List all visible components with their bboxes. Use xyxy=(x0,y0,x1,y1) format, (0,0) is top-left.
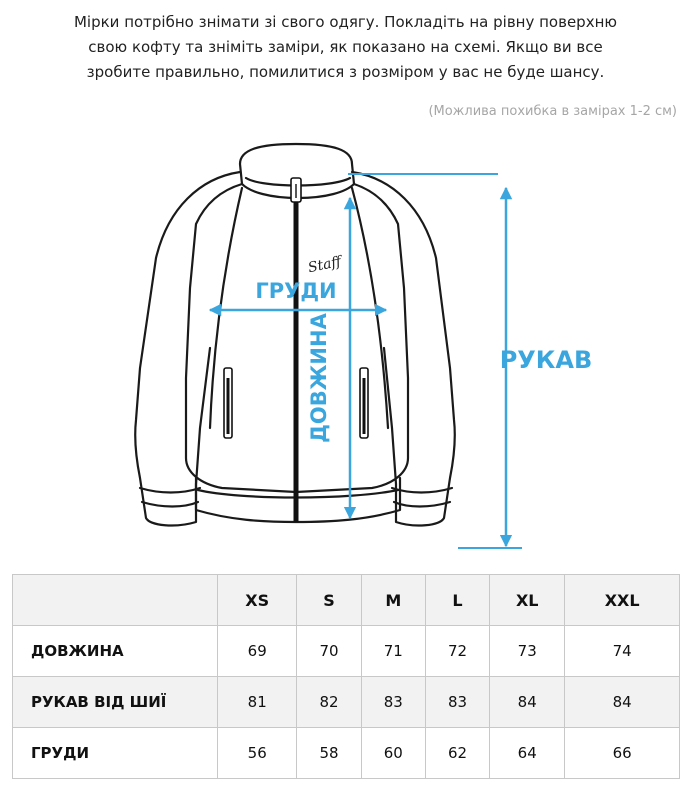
sleeve-label: РУКАВ xyxy=(499,346,593,374)
table-cell: 72 xyxy=(425,626,489,677)
intro-line-1: Мірки потрібно знімати зі свого одягу. Покладіть на рівну поверхню xyxy=(73,13,618,31)
row-label-sleeve: РУКАВ ВІД ШИЇ xyxy=(13,677,218,728)
raglan-seam-right xyxy=(352,188,388,428)
size-xl: XL xyxy=(490,575,565,626)
table-cell: 73 xyxy=(490,626,565,677)
table-cell: 69 xyxy=(218,626,297,677)
table-cell: 64 xyxy=(490,728,565,779)
size-header-row xyxy=(13,575,680,626)
table-cell: 83 xyxy=(425,677,489,728)
size-xs: XS xyxy=(218,575,297,626)
intro-text xyxy=(0,10,691,85)
table-cell: 84 xyxy=(490,677,565,728)
table-row-length xyxy=(13,626,680,677)
size-m: M xyxy=(361,575,425,626)
row-label-length: ДОВЖИНА xyxy=(13,626,218,677)
size-xxl: XXL xyxy=(565,575,680,626)
chest-label: ГРУДИ xyxy=(255,279,337,303)
table-cell: 74 xyxy=(565,626,680,677)
cuff-left xyxy=(140,488,200,507)
size-s: S xyxy=(297,575,361,626)
table-row-sleeve xyxy=(13,677,680,728)
size-table xyxy=(12,574,680,779)
table-row-chest xyxy=(13,728,680,779)
table-cell: 83 xyxy=(361,677,425,728)
table-cell: 81 xyxy=(218,677,297,728)
table-cell: 56 xyxy=(218,728,297,779)
table-cell: 62 xyxy=(425,728,489,779)
intro-line-2: свою кофту та зніміть заміри, як показано на схемі. Якщо ви все xyxy=(88,38,603,56)
table-cell: 58 xyxy=(297,728,361,779)
table-cell: 70 xyxy=(297,626,361,677)
size-l: L xyxy=(425,575,489,626)
intro-line-3: зробите правильно, помилитися з розміром у вас не буде шансу. xyxy=(86,63,605,81)
staff-logo: Staff xyxy=(306,253,343,277)
zipper xyxy=(291,178,301,522)
length-label: ДОВЖИНА xyxy=(307,313,331,443)
table-corner-cell xyxy=(13,575,218,626)
table-cell: 82 xyxy=(297,677,361,728)
table-cell: 84 xyxy=(565,677,680,728)
jacket-measurement-diagram xyxy=(0,128,691,568)
table-cell: 60 xyxy=(361,728,425,779)
table-cell: 66 xyxy=(565,728,680,779)
table-cell: 71 xyxy=(361,626,425,677)
measurement-error-note: (Можлива похибка в замірах 1-2 см) xyxy=(428,104,677,119)
row-label-chest: ГРУДИ xyxy=(13,728,218,779)
